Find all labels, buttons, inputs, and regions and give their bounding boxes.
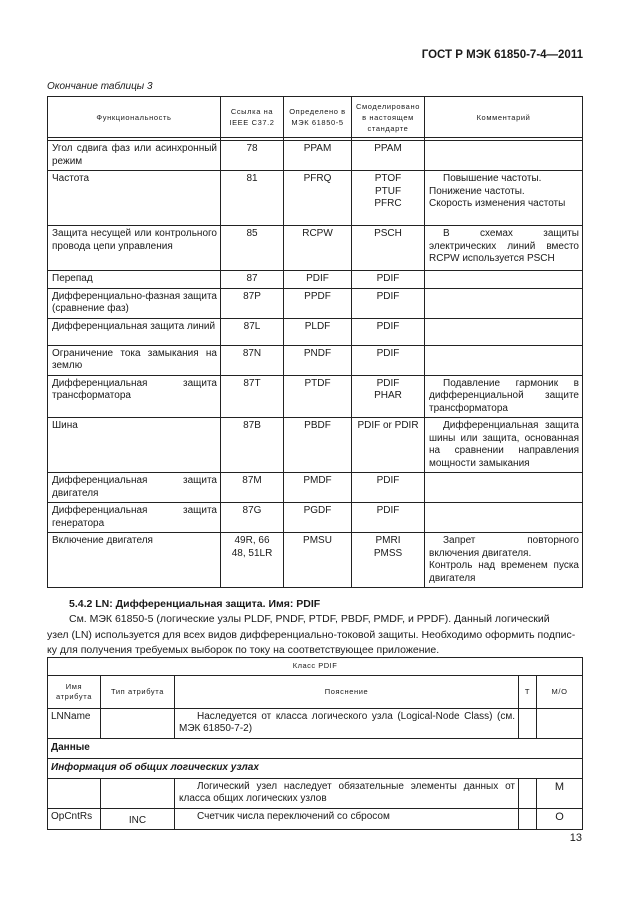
modeled-in-cell: PDIF [352,318,425,345]
defined-in-cell: PNDF [284,345,352,375]
functionality-text: Перепад [52,273,93,284]
modeled-in-cell: PSCH [352,226,425,271]
header-ieee-reference: Ссылка на IEEE C37.2 [221,97,284,138]
comment-cell [425,345,583,375]
modeled-in-cell: PTOF PTUF PFRC [352,171,425,226]
explanation-cell: Логический узел наследует обязательные элементы данных от класса общих логических узлов [175,778,519,808]
ieee-reference-cell: 87G [221,503,284,533]
functionality-cell [48,533,221,588]
ieee-reference-cell: 81 [221,171,284,226]
m-o-cell: M [537,778,583,808]
defined-in-cell: PTDF [284,375,352,418]
explanation-cell: Счетчик числа переключений со сбросом [175,808,519,830]
functionality-text: Дифференциальная защита генератора [52,505,217,529]
functionality-text: Дифференциальная защита линий [52,320,216,332]
functionality-cell [48,141,221,171]
functionality-text: Включение двигателя [52,535,153,546]
modeled-in-cell: PDIF [352,473,425,503]
header-comment: Комментарий [425,97,583,138]
header-t: T [519,675,537,708]
section-body [47,612,582,659]
attribute-type-cell [101,708,175,738]
attribute-type-cell: INC [101,808,175,830]
table-caption: Окончание таблицы 3 [47,81,153,92]
table-3-row [48,473,583,503]
table-3-header-row [48,97,583,138]
comment-cell: Подавление гармоник в дифференциальной защите трансформатора [425,375,583,418]
defined-in-cell: PBDF [284,418,352,473]
attribute-name-cell [48,778,101,808]
defined-in-cell: PMSU [284,533,352,588]
defined-in-cell: RCPW [284,226,352,271]
comment-cell [425,318,583,345]
table-3-row [48,503,583,533]
group-row [48,758,583,778]
explanation-cell: Наследуется от класса логического узла (Logical-Node Class) (см. МЭК 61850-7-2) [175,708,519,738]
functionality-cell [48,375,221,418]
functionality-text: Угол сдвига фаз или асинхронный режим [52,143,217,167]
attribute-name-cell: LNName [48,708,101,738]
table-3-row [48,318,583,345]
header-modeled-in: Смоделировано в настоящем стандарте [352,97,425,138]
defined-in-cell: PFRQ [284,171,352,226]
defined-in-cell: PPDF [284,288,352,318]
header-m-o: M/O [537,675,583,708]
functionality-cell [48,503,221,533]
ieee-reference-cell: 49R, 66 48, 51LR [221,533,284,588]
table-3-row [48,226,583,271]
functionality-text: Дифференциальная защита двигателя [52,475,217,499]
modeled-in-cell: PDIF [352,503,425,533]
functionality-text: Дифференциально-фазная защита (сравнение фаз) [52,290,217,314]
attribute-row [48,808,583,830]
ieee-reference-cell: 78 [221,141,284,171]
comment-cell [425,503,583,533]
ieee-reference-cell: 87 [221,271,284,289]
table-3-row [48,345,583,375]
ieee-reference-cell: 87L [221,318,284,345]
pdif-class-row [48,658,583,676]
table-3-row [48,533,583,588]
functionality-cell [48,288,221,318]
section-body-line: узел (LN) используется для всех видов дифференциально-токовой защиты. Необходимо оформить подпис- [47,628,576,641]
comment-cell [425,473,583,503]
table-3-row [48,418,583,473]
group-label: Информация об общих логических узлах [48,758,583,778]
header-functionality: Функциональность [48,97,221,138]
m-o-cell [537,708,583,738]
functionality-text: Дифференциальная защита трансформатора [52,377,217,401]
group-row [48,738,583,758]
document-code: ГОСТ Р МЭК 61850-7-4—2011 [421,49,583,61]
table-3 [47,96,583,588]
attribute-type-cell [101,778,175,808]
functionality-text: Ограничение тока замыкания на землю [52,347,217,371]
modeled-in-cell: PDIF PHAR [352,375,425,418]
section-body-line: См. МЭК 61850-5 (логические узлы PLDF, PNDF, PTDF, PBDF, PMDF, и PPDF). Данный логический [69,613,550,625]
table-3-row [48,375,583,418]
modeled-in-cell: PDIF or PDIR [352,418,425,473]
functionality-text: Шина [52,420,78,431]
comment-cell: Дифференциальная защита шины или защита, основанная на сравнении направления мощности замыкания [425,418,583,473]
ieee-reference-cell: 87M [221,473,284,503]
pdif-table-body [48,708,583,830]
pdif-class-label: Класс PDIF [48,658,583,676]
t-cell [519,708,537,738]
attribute-row [48,778,583,808]
section-title: 5.4.2 LN: Дифференциальная защита. Имя: PDIF [69,598,321,610]
defined-in-cell: PGDF [284,503,352,533]
pdif-header-row [48,675,583,708]
t-cell [519,778,537,808]
ieee-reference-cell: 87T [221,375,284,418]
page-number: 13 [569,832,582,844]
table-3-row [48,141,583,171]
header-explanation: Пояснение [175,675,519,708]
ieee-reference-cell: 87B [221,418,284,473]
attribute-name-cell: OpCntRs [48,808,101,830]
header-attribute-type: Тип атрибута [101,675,175,708]
modeled-in-cell: PDIF [352,271,425,289]
defined-in-cell: PLDF [284,318,352,345]
ieee-reference-cell: 87P [221,288,284,318]
functionality-text: Частота [52,173,90,184]
m-o-cell: O [537,808,583,830]
functionality-text: Защита несущей или контрольного провода цепи управления [52,228,217,252]
functionality-cell [48,418,221,473]
functionality-cell [48,345,221,375]
ieee-reference-cell: 87N [221,345,284,375]
pdif-class-table [47,657,583,830]
defined-in-cell: PPAM [284,141,352,171]
comment-cell: В схемах защиты электрических линий вместо RCPW используется PSCH [425,226,583,271]
modeled-in-cell: PPAM [352,141,425,171]
attribute-row [48,708,583,738]
header-defined-in: Определено в МЭК 61850-5 [284,97,352,138]
modeled-in-cell: PDIF [352,345,425,375]
table-3-row [48,271,583,289]
comment-cell [425,271,583,289]
functionality-cell [48,271,221,289]
functionality-cell [48,171,221,226]
table-3-body [48,141,583,588]
section-body-line: ку для получения требуемых выборок по току на соответствующее приложение. [47,644,440,656]
t-cell [519,808,537,830]
functionality-cell [48,473,221,503]
defined-in-cell: PDIF [284,271,352,289]
ieee-reference-cell: 85 [221,226,284,271]
header-attribute-name: Имя атрибута [48,675,101,708]
modeled-in-cell: PDIF [352,288,425,318]
comment-cell: Повышение частоты. Понижение частоты. Скорость изменения частоты [425,171,583,226]
table-3-row [48,171,583,226]
comment-cell [425,288,583,318]
comment-cell: Запрет повторного включения двигателя. Контроль над временем пуска двигателя [425,533,583,588]
table-3-row [48,288,583,318]
group-label: Данные [48,738,583,758]
comment-cell [425,141,583,171]
modeled-in-cell: PMRI PMSS [352,533,425,588]
functionality-cell [48,226,221,271]
defined-in-cell: PMDF [284,473,352,503]
functionality-cell [48,318,221,345]
